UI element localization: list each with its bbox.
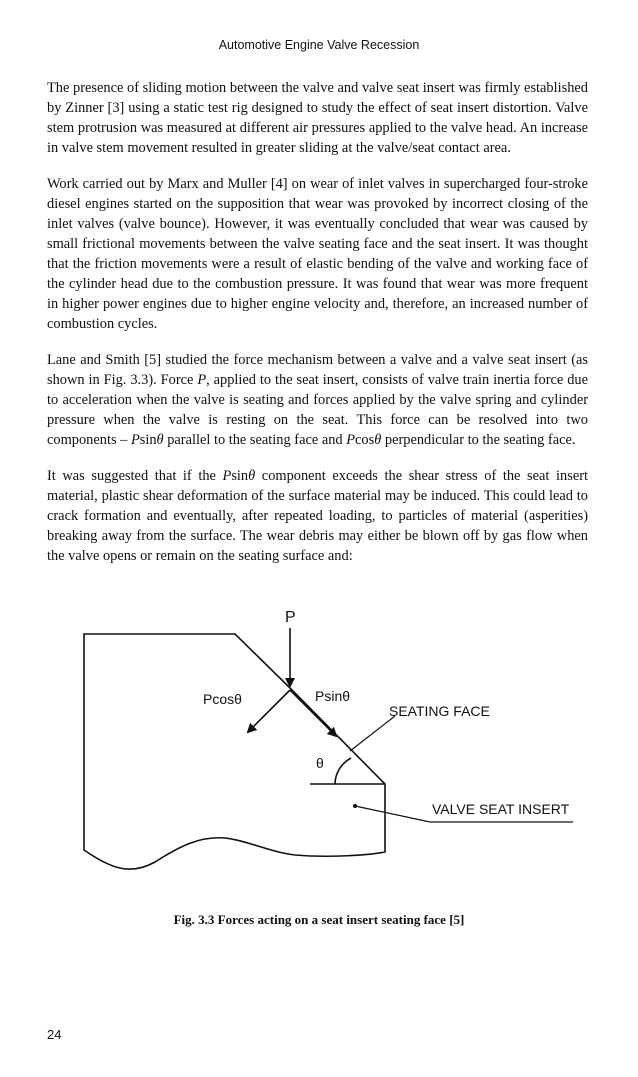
paragraph-1: The presence of sliding motion between the valve and valve seat insert was firmly established by Zinner [3] using a static test rig designed to study the effect of seat insert distortion. Valve stem protrusion was measured at different air pressures applied to the valve head. An increase in valve stem movement resulted in greater sliding at the valve/seat contact area.	[47, 80, 588, 156]
label-psin-theta: Psinθ	[315, 688, 351, 704]
label-pcos-theta: Pcosθ	[203, 691, 242, 707]
valve-seat-insert-leader	[355, 806, 430, 822]
label-valve-seat-insert: VALVE SEAT INSERT	[432, 801, 570, 817]
paragraph-3	[47, 350, 588, 450]
math-theta-2: θ	[374, 432, 382, 448]
seating-face-leader	[350, 716, 395, 751]
body-text	[47, 78, 588, 582]
label-P: P	[285, 609, 296, 626]
leader-dot	[353, 804, 357, 808]
math-P: P	[197, 372, 207, 388]
paragraph-4-part-a: It was suggested that if the	[47, 468, 223, 484]
figure-3-3	[0, 600, 638, 900]
math-sin: sin	[139, 432, 157, 448]
running-title: Automotive Engine Valve Recession	[218, 38, 420, 52]
paragraph-4	[47, 466, 588, 566]
paragraph-3-part-d: perpendicular to the seating face.	[381, 432, 576, 448]
insert-outline	[84, 634, 385, 869]
figure-caption: Fig. 3.3 Forces acting on a seat insert seating face [5]	[173, 912, 465, 927]
math-theta-3: θ	[248, 468, 256, 484]
paragraph-2: Work carried out by Marx and Muller [4] on wear of inlet valves in supercharged four-stroke diesel engines started on the supposition that wear was provoked by incorrect closing of the inlet valves (valve bounce). However, it was eventually concluded that wear was caused by small frictional movements between the valve seating face and the seat insert. It was thought that the friction movements were a result of elastic bending of the valve and working face of the cylinder head due to the combustion pressure. It was found that wear was more frequent in higher power engines due to higher engine velocity and, therefore, an increased number of combustion cycles.	[47, 176, 588, 332]
math-cos: cos	[355, 432, 375, 448]
page-number: 24	[47, 1027, 62, 1042]
angle-arc	[335, 758, 351, 784]
arrow-pcos	[248, 690, 290, 732]
paragraph-3-part-c: parallel to the seating face and	[163, 432, 347, 448]
math-P-sin: P	[130, 432, 140, 448]
math-sin-2: sin	[231, 468, 249, 484]
paragraph-4-part-b: component exceeds the shear stress of the seat insert material, plastic shear deformation of the surface material may be induced. This could lead to crack formation and eventually, after repeated loading, to particles of material (asperities) breaking away from the surface. The wear debris may either be blown off by gas flow when the valve opens or remain on the seating surface and:	[47, 468, 588, 564]
math-theta: θ	[156, 432, 164, 448]
paragraph-3-part-b: , applied to the seat insert, consists of valve train inertia force due to acceleration when the valve is seating and forces applied by the valve spring and cylinder pressure when the valve is resting on the seat. This force can be resolved into two components –	[47, 372, 588, 448]
math-P-cos: P	[346, 432, 356, 448]
label-theta: θ	[316, 755, 324, 771]
paragraph-3-part-a: Lane and Smith [5] studied the force mechanism between a valve and a valve seat insert (as shown in Fig. 3.3). Force	[47, 352, 588, 388]
force-diagram	[0, 600, 638, 900]
label-seating-face: SEATING FACE	[389, 703, 490, 719]
math-P-sin-2: P	[222, 468, 232, 484]
